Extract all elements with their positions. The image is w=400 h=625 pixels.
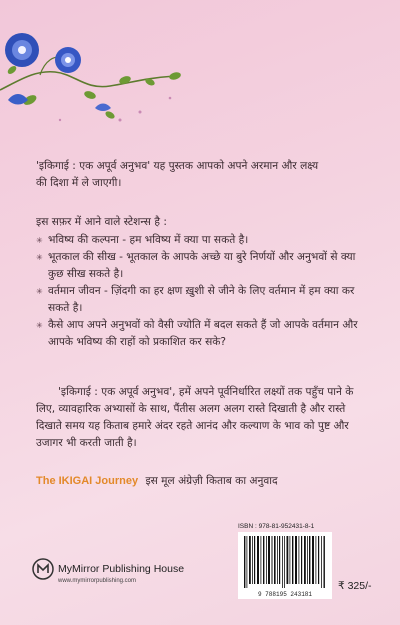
isbn-label: ISBN : 978-81-952431-8-1 (238, 523, 315, 530)
original-english-title: The IKIGAI Journey (36, 475, 139, 487)
publisher-url: www.mymirrorpublishing.com (58, 578, 137, 584)
publisher-block (32, 558, 184, 580)
list-item: ✳ भूतकाल की सीख - भूतकाल के आपके अच्छे या बुरे निर्णयों और अनुभवों से क्या कुछ सीख सकते है। (36, 249, 374, 283)
barcode (238, 532, 332, 590)
list-item: ✳ वर्तमान जीवन - ज़िंदगी का हर क्षण ख़ुशी से जीने के लिए वर्तमान में हम क्या कर सकते है। (36, 283, 374, 317)
publisher-logo-icon (32, 558, 54, 580)
stations-list (36, 232, 374, 351)
stations-heading: इस सफ़र में आने वाले स्टेशन्स है : (36, 216, 167, 228)
morning-glory-illustration (0, 20, 200, 130)
barcode-bars (238, 532, 332, 590)
intro-paragraph (36, 158, 372, 192)
closing-paragraph: 'इकिगाई : एक अपूर्व अनुभव', हमें अपने पूर्वनिर्धारित लक्ष्यों तक पहुँच पाने के लिए, व्यावहारिक अभ्यासों के साथ, पैंतीस अलग अलग रास्ते दिखाती है और रास्ते दिखाते समय यह किताब हमारे अंदर रहते आनंद और कल्याण के भाव को पुष्ट और उजागर भी करती जाती है। (36, 386, 354, 449)
original-book-note (36, 474, 278, 488)
publisher-name: MyMirror Publishing House (58, 563, 185, 575)
intro-line-2: की दिशा में ले जाएगी। (36, 177, 122, 189)
barcode-number: 9 788195 243181 (238, 590, 332, 599)
list-item: ✳ भविष्य की कल्पना - हम भविष्य में क्या पा सकते है। (36, 232, 374, 249)
intro-line-1: 'इकिगाई : एक अपूर्व अनुभव' यह पुस्तक आपको अपने अरमान और लक्ष्य (36, 160, 319, 172)
price-label: ₹ 325/- (338, 580, 372, 592)
translation-note: इस मूल अंग्रेज़ी किताब का अनुवाद (145, 475, 278, 487)
list-item: ✳ कैसे आप अपने अनुभवों को वैसी ज्योति में बदल सकते हैं जो आपके वर्तमान और आपके भविष्य की राहों को प्रकाशित कर सके? (36, 317, 374, 351)
